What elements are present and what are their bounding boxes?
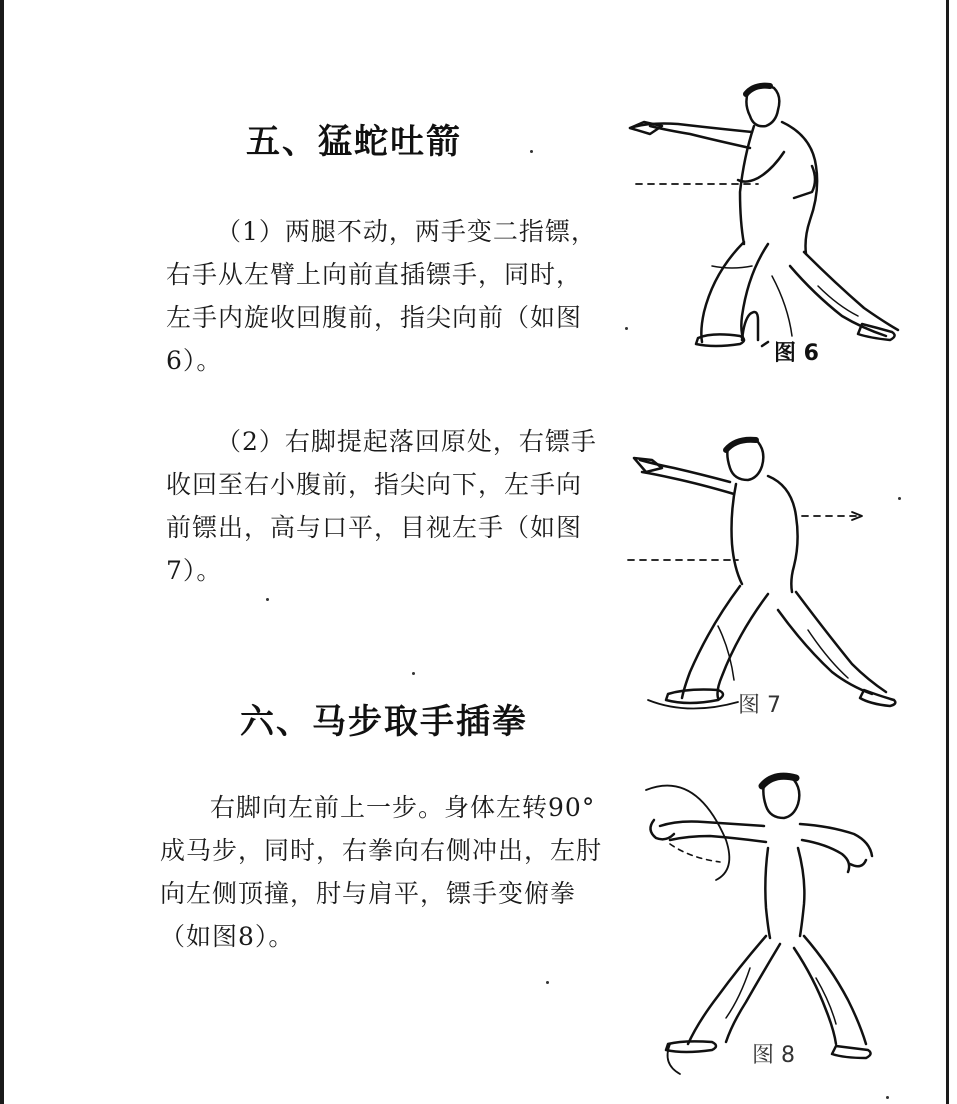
scan-speck [898, 497, 901, 500]
figure-6-caption: 图 6 [774, 341, 819, 366]
left-page-edge [0, 0, 4, 1104]
scan-speck [266, 598, 269, 601]
section-heading-5: 五、猛蛇吐箭 [246, 122, 462, 162]
figure-6 [622, 76, 918, 366]
section-heading-6: 六、马步取手插拳 [240, 702, 528, 742]
paragraph-5-2: （2）右脚提起落回原处，右镖手收回至右小腹前，指尖向下，左手向前镖出，高与口平，目视左手（如图7）。 [166, 427, 597, 585]
scan-speck [625, 327, 628, 330]
figure-7 [618, 430, 910, 730]
paragraph-5-1: （1）两腿不动，两手变二指镖，右手从左臂上向前直插镖手，同时，左手内旋收回腹前，指尖向前（如图6）。 [166, 217, 597, 375]
scan-speck [412, 672, 415, 675]
scan-speck [546, 981, 549, 984]
paragraph-6-1: 右脚向左前上一步。身体左转90°成马步，同时，右拳向右侧冲出，左肘向左侧顶撞，肘与肩平，镖手变俯拳（如图8）。 [160, 793, 603, 951]
right-page-edge [946, 0, 949, 1104]
figure-8 [640, 768, 890, 1078]
scan-speck [886, 1096, 889, 1099]
figure-6-illustration [622, 76, 918, 366]
figure-8-illustration [640, 768, 890, 1078]
figure-7-caption: 图 7 [738, 693, 781, 718]
figure-8-caption: 图 8 [752, 1043, 795, 1068]
scan-speck [530, 150, 533, 153]
figure-7-illustration [618, 430, 910, 730]
